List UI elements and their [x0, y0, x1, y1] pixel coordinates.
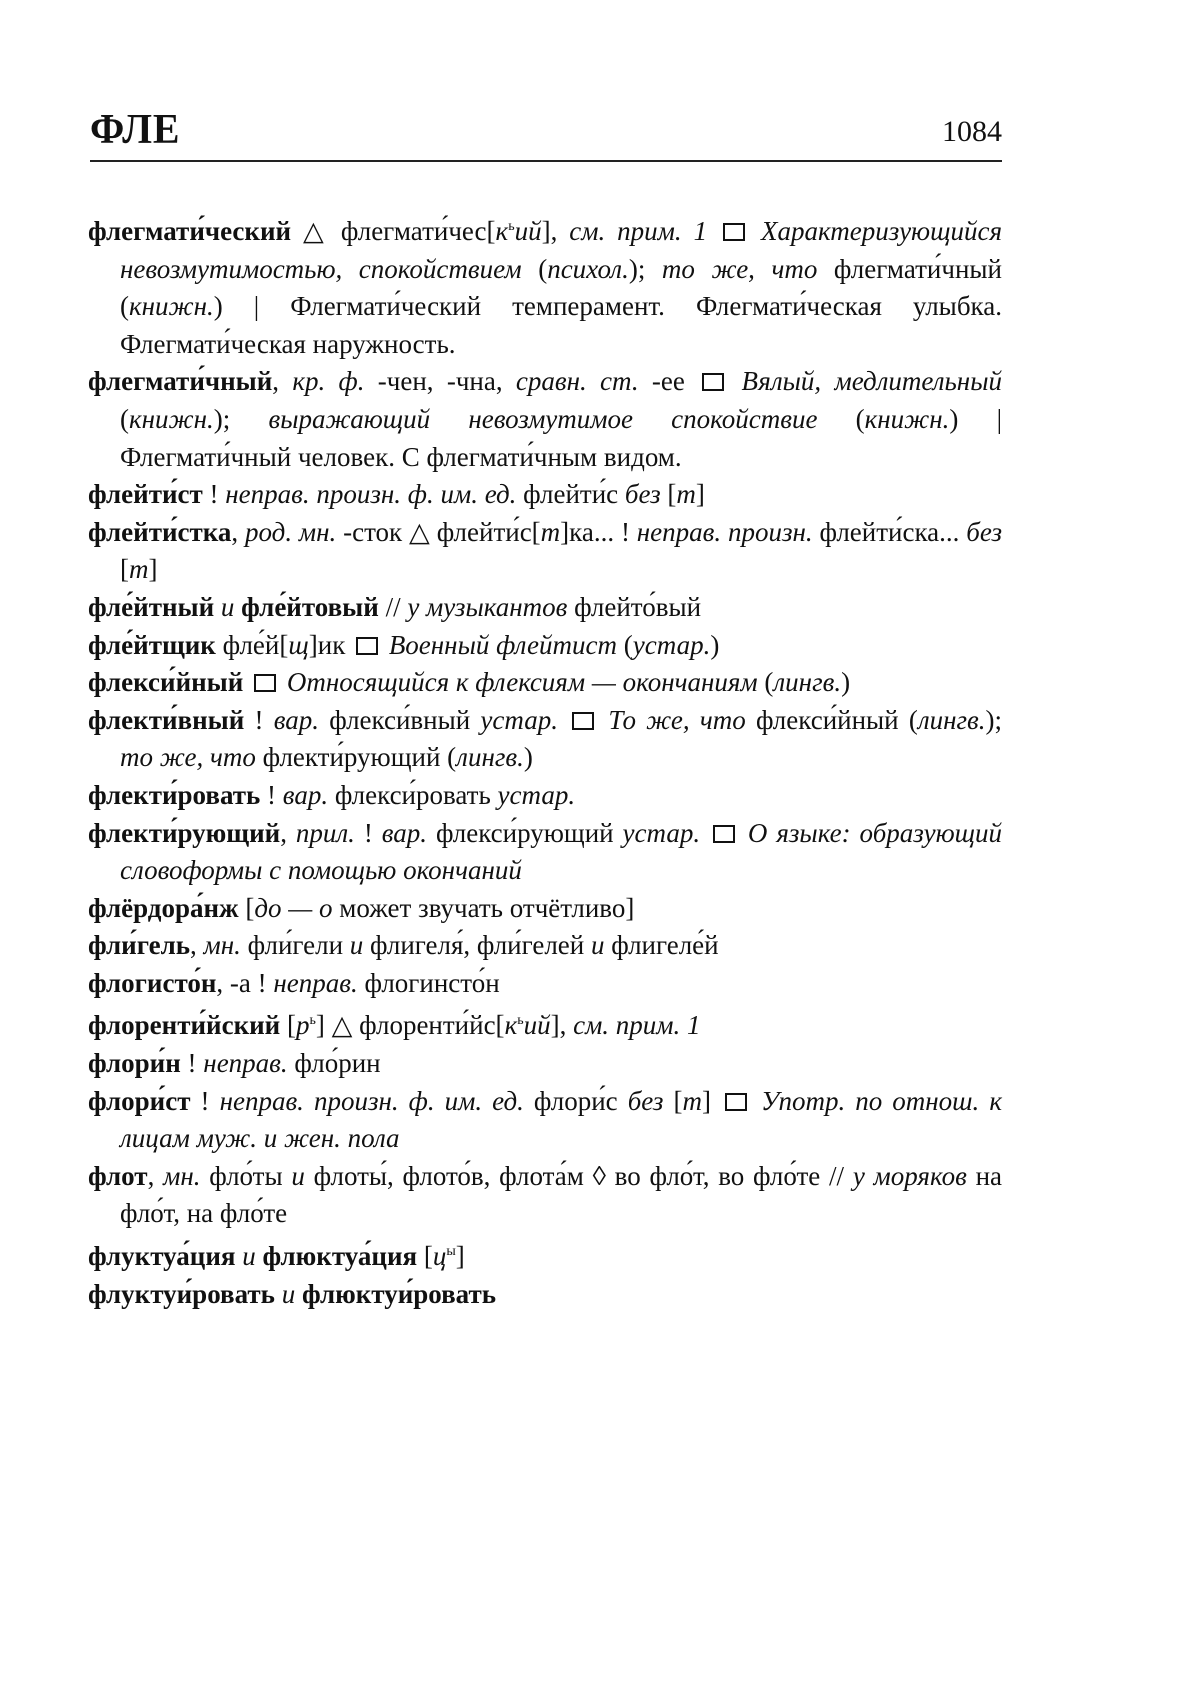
- headword: флюктуи́ровать: [301, 1278, 497, 1309]
- entry-text: !: [244, 704, 274, 735]
- italic-note: неправ. произн.: [636, 516, 813, 547]
- entry-text: флекси́йный (: [745, 704, 918, 735]
- italic-note: без: [624, 479, 661, 510]
- dictionary-entry: [88, 363, 1002, 476]
- italic-note: ий: [514, 216, 542, 246]
- headword: флюктуа́ция: [262, 1241, 418, 1272]
- headword: флуктуа́ция: [88, 1241, 236, 1272]
- italic-note: т: [682, 1085, 702, 1116]
- italic-note: мн.: [203, 930, 241, 961]
- italic-note: устар.: [622, 817, 701, 848]
- italic-note: т: [676, 479, 696, 510]
- entry-text: фло́ты: [200, 1160, 292, 1191]
- italic-note: книжн.: [129, 403, 214, 434]
- italic-note: кр. ф.: [292, 366, 365, 397]
- entry-text: ]: [148, 554, 158, 585]
- italic-note: и: [274, 1278, 302, 1309]
- entry-text: ): [841, 667, 851, 698]
- headword: флёрдора́нж: [88, 892, 239, 923]
- entry-text: [: [238, 892, 255, 923]
- italic-note: лингв.: [917, 704, 986, 735]
- italic-note: к: [504, 1010, 518, 1041]
- italic-note: мн.: [163, 1160, 201, 1191]
- entry-text: [: [660, 479, 677, 510]
- headword: фле́йтщик: [88, 629, 216, 660]
- entry-text: △ флегмати́чес[: [291, 216, 496, 246]
- entry-text: [558, 705, 568, 735]
- entry-text: (: [617, 629, 633, 660]
- entry-text: ]: [455, 1241, 465, 1272]
- italic-note: и: [349, 930, 364, 961]
- entry-text: !: [180, 1048, 204, 1079]
- entry-text: фле́й[: [215, 629, 289, 660]
- italic-note: неправ.: [203, 1048, 288, 1079]
- italic-note: ий: [523, 1010, 551, 1041]
- definition-box-icon: [713, 825, 735, 843]
- italic-note: р: [296, 1010, 310, 1041]
- entry-text: ,: [231, 516, 246, 547]
- entry-text: (: [817, 403, 865, 434]
- italic-note: лингв.: [456, 742, 524, 773]
- dictionary-entry: [88, 1002, 1002, 1045]
- entry-text: ] △ флоренти́йс[: [315, 1010, 505, 1041]
- entry-text: флоты́, флото́в, флота́м ◊ во фло́т, во фло́те //: [304, 1160, 853, 1191]
- headword: флегмати́ческий: [88, 216, 292, 246]
- dictionary-entry: [88, 815, 1002, 890]
- headword: флекси́йный: [88, 667, 244, 698]
- italic-note: Относящийся к флексиям — окончаниям: [280, 667, 758, 698]
- italic-note: книжн.: [129, 291, 214, 322]
- italic-note: то же, что: [661, 253, 818, 284]
- italic-note: без: [966, 516, 1002, 547]
- entry-text: ) | Флегмати́чный человек. С флегмати́чным видом.: [120, 403, 1002, 472]
- entry-text: !: [202, 479, 226, 510]
- entry-text: флекти́рующий (: [255, 742, 457, 773]
- entry-text: флейто́вый: [567, 591, 702, 622]
- entry-text: );: [985, 704, 1003, 735]
- entry-text: -сток △ флейти́с[: [336, 516, 541, 547]
- definition-box-icon: [356, 637, 378, 655]
- italic-note: Военный флейтист: [382, 629, 618, 660]
- italic-note: Характеризующийся невозмутимостью, спокойствием: [120, 216, 1003, 284]
- dictionary-entry: [88, 927, 1002, 965]
- entry-text: флогинсто́н: [357, 967, 500, 998]
- entry-text: флекси́вный: [319, 704, 481, 735]
- italic-note: у моряков: [852, 1160, 967, 1191]
- entry-text: [: [120, 554, 129, 585]
- entry-text: !: [190, 1085, 220, 1116]
- dictionary-entry: [88, 664, 1002, 702]
- entry-text: !: [260, 779, 283, 810]
- entry-text: ]ка... !: [560, 516, 637, 547]
- entry-text: [700, 818, 709, 848]
- superscript-mark: ы: [446, 1244, 456, 1260]
- italic-note: и: [214, 591, 242, 622]
- entry-text: фли́гели: [240, 930, 350, 961]
- headword: флогисто́н: [88, 967, 217, 998]
- headword: флекти́рующий: [88, 817, 281, 848]
- entry-text: ],: [541, 216, 570, 246]
- entry-text: ): [710, 629, 720, 660]
- entry-text: [243, 667, 250, 697]
- italic-note: выражающий невозмутимое спокойствие: [268, 403, 818, 434]
- italic-note: то же, что: [120, 742, 256, 773]
- superscript-mark: ь: [309, 1013, 316, 1029]
- italic-note: и: [291, 1160, 305, 1191]
- headword: флуктуи́ровать: [88, 1278, 275, 1309]
- dictionary-entry: [88, 476, 1002, 514]
- italic-note: Употр. по отнош. к лицам муж. и жен. пола: [120, 1085, 1002, 1154]
- entry-text: , -а !: [216, 967, 274, 998]
- running-head: ФЛЕ: [90, 107, 181, 153]
- entry-text: флейти́ска...: [812, 516, 967, 547]
- italic-note: к: [495, 216, 509, 246]
- headword: флекти́ровать: [88, 779, 261, 810]
- dictionary-entry: [88, 1083, 1002, 1158]
- italic-note: устар.: [497, 779, 576, 810]
- headword: фле́йтный: [88, 591, 215, 622]
- entry-text: флекси́рующий: [427, 817, 623, 848]
- dictionary-entry: [88, 965, 1002, 1003]
- page-number: 1084: [942, 115, 1002, 148]
- headword: флегмати́чный: [88, 366, 273, 397]
- headword: флори́н: [88, 1048, 181, 1079]
- italic-note: вар.: [282, 779, 329, 810]
- definition-box-icon: [725, 1093, 747, 1111]
- entry-text: ,: [280, 817, 296, 848]
- entry-text: [: [417, 1241, 433, 1272]
- entry-text: ],: [550, 1010, 574, 1041]
- italic-note: неправ. произн. ф. им. ед.: [219, 1085, 524, 1116]
- headword: флори́ст: [88, 1085, 191, 1116]
- dictionary-entry: [88, 589, 1002, 627]
- entry-text: [: [280, 1010, 296, 1041]
- dictionary-entry: [88, 777, 1002, 815]
- headword: флоренти́йский: [88, 1010, 281, 1041]
- superscript-mark: ь: [508, 219, 515, 234]
- dictionary-entry: [88, 1158, 1002, 1233]
- dictionary-entry: [88, 1233, 1002, 1276]
- italic-note: сравн. ст.: [515, 366, 639, 397]
- entry-text: [707, 216, 719, 246]
- italic-note: книжн.: [864, 403, 950, 434]
- dictionary-entry: [88, 1045, 1002, 1083]
- italic-note: т: [540, 516, 561, 547]
- entry-text: ) | Флегмати́ческий темперамент. Флегмати́ческая улыбка. Флегмати́ческая наружность.: [120, 291, 1002, 359]
- dictionary-entry: [88, 890, 1002, 928]
- italic-note: ц: [432, 1241, 447, 1272]
- definition-box-icon: [723, 223, 745, 241]
- definition-box-icon: [254, 674, 276, 692]
- italic-note: вар.: [273, 704, 320, 735]
- headword: флейти́стка: [88, 516, 232, 547]
- entry-text: (: [521, 253, 548, 284]
- entry-text: ]: [695, 479, 705, 510]
- italic-note: без: [627, 1085, 664, 1116]
- entry-text: ,: [147, 1160, 164, 1191]
- italic-note: и: [235, 1241, 263, 1272]
- entry-text: (: [757, 667, 774, 698]
- entry-text: может звучать отчётливо]: [332, 892, 635, 923]
- entry-text: -ее: [638, 366, 699, 397]
- dictionary-entry: [88, 702, 1002, 777]
- entry-text: ,: [272, 366, 293, 397]
- italic-note: см. прим. 1: [569, 216, 708, 246]
- page-header: [90, 107, 1002, 162]
- italic-note: и: [591, 930, 605, 961]
- entry-text: ]: [701, 1085, 721, 1116]
- italic-note: Вялый, медлительный: [728, 366, 1002, 397]
- headword: фли́гель: [88, 930, 191, 961]
- entry-text: ,: [190, 930, 204, 961]
- entry-text: флекси́ровать: [328, 779, 498, 810]
- definition-box-icon: [702, 373, 724, 391]
- dictionary-entry: [88, 1276, 1002, 1314]
- headword: флот: [88, 1160, 148, 1191]
- entry-text: [: [663, 1085, 683, 1116]
- italic-note: у музыкантов: [407, 591, 568, 622]
- italic-note: вар.: [381, 817, 428, 848]
- entry-text: флигеля́, фли́гелей: [363, 930, 591, 961]
- entry-text: ]ик: [308, 629, 353, 660]
- entry-text: );: [628, 253, 662, 284]
- dictionary-entries: [88, 208, 1002, 1313]
- entry-text: ): [523, 742, 533, 773]
- italic-note: То же, что: [598, 704, 746, 735]
- entry-text: //: [378, 591, 408, 622]
- definition-box-icon: [572, 712, 594, 730]
- entry-text: фло́рин: [287, 1048, 381, 1079]
- entry-text: флори́с: [523, 1085, 628, 1116]
- entry-text: на фло́т, на фло́те: [120, 1160, 1003, 1229]
- italic-note: см. прим. 1: [573, 1010, 701, 1041]
- italic-note: неправ. произн. ф. им. ед.: [225, 479, 517, 510]
- entry-text: флегмати́чный (: [120, 253, 1002, 322]
- italic-note: О языке: образующий словоформы с помощью окончаний: [120, 817, 1003, 886]
- italic-note: род. мн.: [245, 516, 337, 547]
- italic-note: неправ.: [273, 967, 358, 998]
- entry-text: );: [213, 403, 269, 434]
- italic-note: психол.: [547, 253, 629, 284]
- headword: фле́йтовый: [241, 591, 379, 622]
- entry-text: -чен, -чна,: [364, 366, 516, 397]
- dictionary-entry: [88, 514, 1002, 589]
- italic-note: щ: [288, 629, 309, 660]
- entry-text: (: [120, 403, 129, 434]
- entry-text: !: [354, 817, 382, 848]
- italic-note: т: [129, 554, 149, 585]
- headword: флекти́вный: [88, 704, 245, 735]
- italic-note: устар.: [632, 629, 711, 660]
- headword: флейти́ст: [88, 479, 203, 510]
- dictionary-entry: [88, 208, 1002, 363]
- italic-note: до — о: [254, 892, 333, 923]
- superscript-mark: ь: [517, 1013, 524, 1029]
- italic-note: прил.: [295, 817, 355, 848]
- italic-note: лингв.: [773, 667, 842, 698]
- entry-text: флигеле́й: [604, 930, 719, 961]
- dictionary-entry: [88, 627, 1002, 665]
- italic-note: устар.: [480, 704, 558, 735]
- entry-text: флейти́с: [516, 479, 625, 510]
